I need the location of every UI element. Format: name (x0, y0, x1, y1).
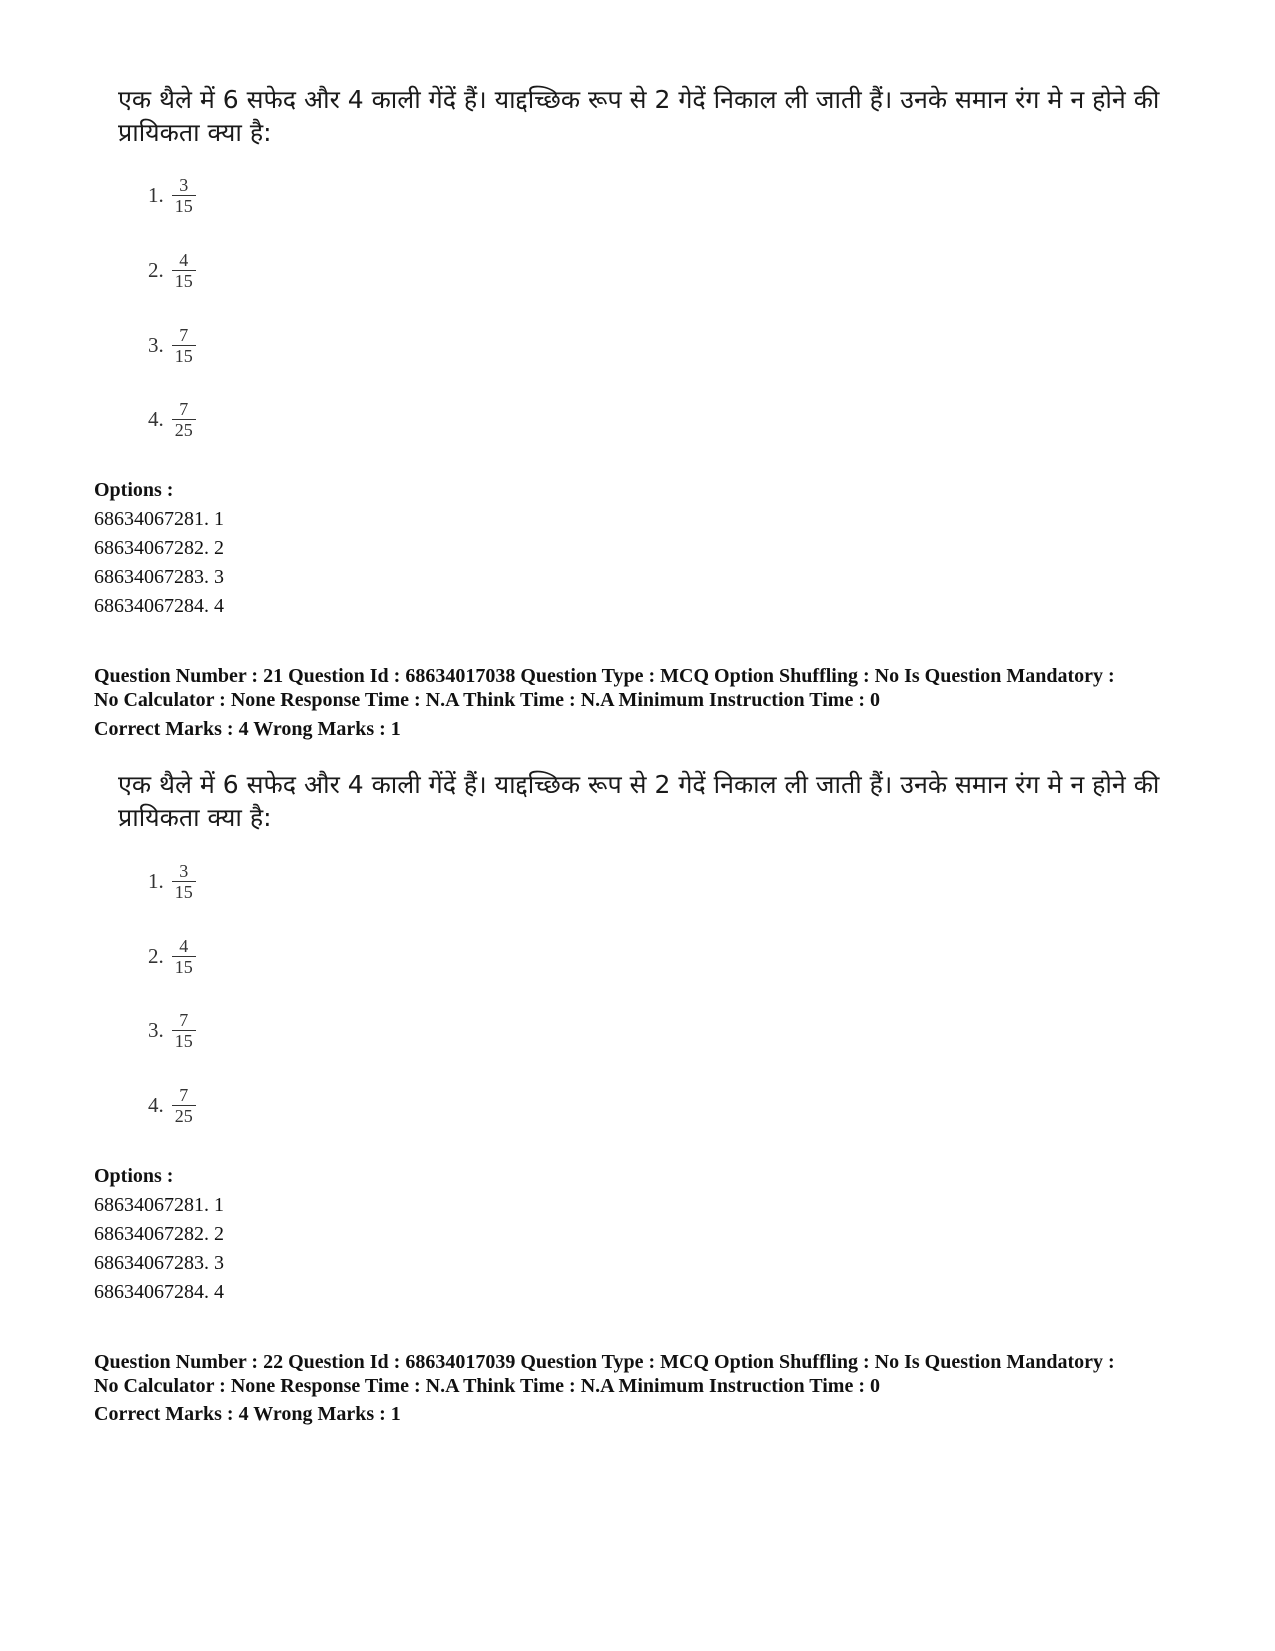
options-heading: Options : (94, 1165, 174, 1187)
numerator: 3 (179, 174, 189, 195)
choice-number: 4. (148, 1092, 164, 1117)
choice-4 (148, 394, 196, 444)
choice-4 (148, 1080, 196, 1130)
numerator: 4 (179, 249, 189, 270)
question-meta-line-2: No Calculator : None Response Time : N.A Think Time : N.A Minimum Instruction Time : 0 (94, 689, 880, 711)
choice-number: 4. (148, 406, 164, 431)
denominator: 25 (174, 419, 193, 440)
denominator: 15 (174, 881, 193, 902)
option-line: 68634067281. 1 (94, 508, 224, 530)
question-meta (94, 1350, 1254, 1398)
fraction (172, 936, 196, 977)
options-heading: Options : (94, 479, 174, 501)
denominator: 15 (174, 345, 193, 366)
question-meta (94, 664, 1254, 712)
numerator: 3 (179, 860, 189, 881)
fraction (172, 1010, 196, 1051)
choice-2 (148, 245, 196, 295)
numerator: 7 (179, 398, 189, 419)
option-line: 68634067284. 4 (94, 1281, 224, 1303)
denominator: 15 (174, 956, 193, 977)
question-meta-line-1: Question Number : 22 Question Id : 68634017039 Question Type : MCQ Option Shuffling : No Is Question Mandatory : (94, 1351, 1115, 1373)
fraction (172, 250, 196, 291)
choice-1 (148, 856, 196, 906)
choice-3 (148, 320, 196, 370)
question-meta-line-2: No Calculator : None Response Time : N.A Think Time : N.A Minimum Instruction Time : 0 (94, 1375, 880, 1397)
option-line: 68634067284. 4 (94, 595, 224, 617)
choice-1 (148, 170, 196, 220)
choice-3 (148, 1005, 196, 1055)
fraction (172, 861, 196, 902)
choice-number: 3. (148, 1017, 164, 1042)
numerator: 7 (179, 1084, 189, 1105)
option-line: 68634067281. 1 (94, 1194, 224, 1216)
choice-number: 1. (148, 868, 164, 893)
numerator: 7 (179, 1009, 189, 1030)
denominator: 15 (174, 270, 193, 291)
question-text: एक थैले में 6 सफेद और 4 काली गेंदें हैं। याद्दच्छिक रूप से 2 गेदें निकाल ली जाती हैं। उनके समान रंग मे न होने की प्रायिकता क्या है: (118, 85, 1160, 147)
fraction (172, 1085, 196, 1126)
choice-number: 1. (148, 182, 164, 207)
denominator: 25 (174, 1105, 193, 1126)
choice-2 (148, 931, 196, 981)
numerator: 7 (179, 324, 189, 345)
denominator: 15 (174, 195, 193, 216)
fraction (172, 325, 196, 366)
option-line: 68634067283. 3 (94, 566, 224, 588)
denominator: 15 (174, 1030, 193, 1051)
question-meta-line-1: Question Number : 21 Question Id : 68634017038 Question Type : MCQ Option Shuffling : No Is Question Mandatory : (94, 665, 1115, 687)
option-line: 68634067283. 3 (94, 1252, 224, 1274)
fraction (172, 399, 196, 440)
choice-number: 2. (148, 943, 164, 968)
question-text: एक थैले में 6 सफेद और 4 काली गेंदें हैं। याद्दच्छिक रूप से 2 गेदें निकाल ली जाती हैं। उनके समान रंग मे न होने की प्रायिकता क्या है: (118, 770, 1160, 832)
option-line: 68634067282. 2 (94, 1223, 224, 1245)
choice-number: 3. (148, 332, 164, 357)
marks-line: Correct Marks : 4 Wrong Marks : 1 (94, 718, 401, 740)
option-line: 68634067282. 2 (94, 537, 224, 559)
marks-line: Correct Marks : 4 Wrong Marks : 1 (94, 1403, 401, 1425)
fraction (172, 175, 196, 216)
choice-number: 2. (148, 257, 164, 282)
numerator: 4 (179, 935, 189, 956)
